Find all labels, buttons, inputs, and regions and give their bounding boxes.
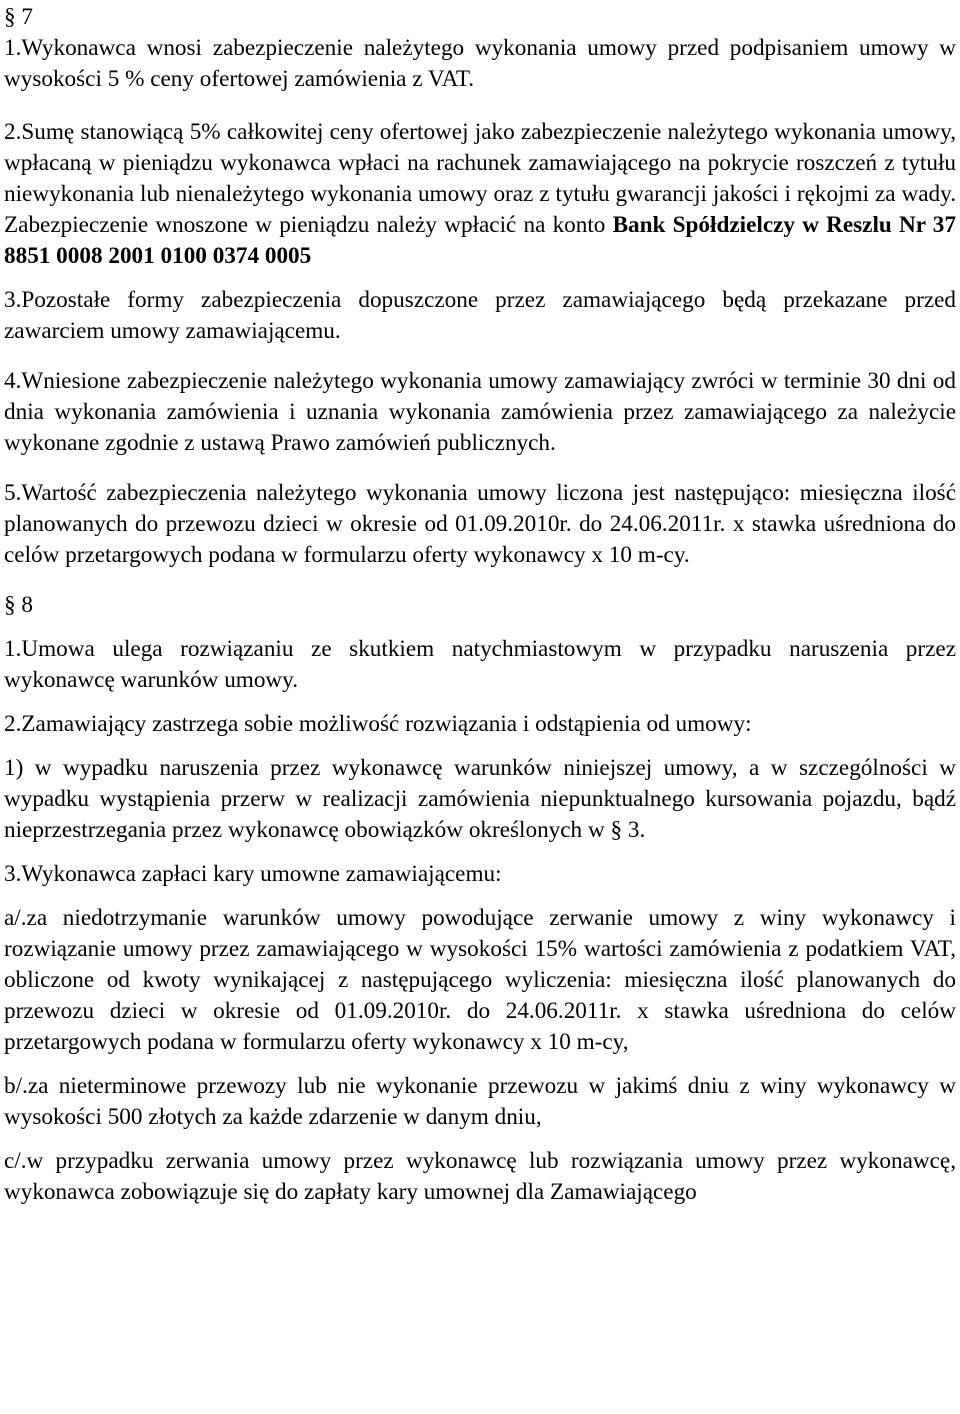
bank-account: Bank Spółdzielczy w Reszlu Nr 37 8851 0008 2001 0100 0374 0005 — [4, 212, 956, 269]
section-7-paragraph-4: 4.Wniesione zabezpieczenie należytego wykonania umowy zamawiający zwróci w terminie 30 dni od dnia wykonania zamówienia i uznania wykonania zamówienia przez zamawiającego za należycie wykonane zgodnie z ustawą Prawo zamówień publicznych. — [4, 368, 956, 456]
section-7-paragraph-3: 3.Pozostałe formy zabezpieczenia dopuszczone przez zamawiającego będą przekazane przed zawarciem umowy zamawiającemu. — [4, 287, 956, 344]
section-8-paragraph-3: 3.Wykonawca zapłaci kary umowne zamawiającemu: — [4, 861, 502, 887]
penalty-item-c: c/.w przypadku zerwania umowy przez wykonawcę lub rozwiązania umowy przez wykonawcę, wykonawca zobowiązuje się do zapłaty kary umownej dla Zamawiającego — [4, 1148, 956, 1205]
section-8-paragraph-2-item-1: 1) w wypadku naruszenia przez wykonawcę warunków niniejszej umowy, a w szczególności w wypadku wystąpienia przerw w realizacji zamówienia niepunktualnego kursowania pojazdu, bądź nieprzestrzegania przez wykonawcę obowiązków określonych w § 3. — [4, 755, 956, 843]
section-8-paragraph-2: 2.Zamawiający zastrzega sobie możliwość rozwiązania i odstąpienia od umowy: — [4, 711, 752, 737]
section-7-paragraph-2-text: 2.Sumę stanowiącą 5% całkowitej ceny ofertowej jako zabezpieczenie należytego wykonania umowy, wpłacaną w pieniądzu wykonawca wpłaci na rachunek zamawiającego na pokrycie roszczeń z tytułu niewykonania lub nienależytego wykonania umowy oraz z tytułu gwarancji jakości i rękojmi za wady. Zabezpieczenie wnoszone w pieniądzu należy wpłacić na konto — [4, 119, 956, 238]
document-page — [4, 2, 956, 1208]
section-8-heading: § 8 — [4, 592, 33, 618]
section-7-paragraph-2 — [4, 117, 956, 272]
penalty-item-a: a/.za niedotrzymanie warunków umowy powodujące zerwanie umowy z winy wykonawcy i rozwiązanie umowy przez zamawiającego w wysokości 15% wartości zamówienia z podatkiem VAT, obliczone od kwoty wynikającej z następującego wyliczenia: miesięczna ilość planowanych do przewozu dzieci w okresie od 01.09.2010r. do 24.06.2011r. x stawka uśredniona do celów przetargowych podana w formularzu oferty wykonawcy x 10 m-cy, — [4, 905, 956, 1055]
section-8-paragraph-1: 1.Umowa ulega rozwiązaniu ze skutkiem natychmiastowym w przypadku naruszenia przez wykonawcę warunków umowy. — [4, 636, 956, 693]
section-7-paragraph-1: 1.Wykonawca wnosi zabezpieczenie należytego wykonania umowy przed podpisaniem umowy w wysokości 5 % ceny ofertowej zamówienia z VAT. — [4, 35, 956, 92]
section-7-paragraph-5: 5.Wartość zabezpieczenia należytego wykonania umowy liczona jest następująco: miesięczna ilość planowanych do przewozu dzieci w okresie od 01.09.2010r. do 24.06.2011r. x stawka uśredniona do celów przetargowych podana w formularzu oferty wykonawcy x 10 m-cy. — [4, 480, 956, 568]
section-7-heading: § 7 — [4, 4, 33, 30]
penalty-item-b: b/.za nieterminowe przewozy lub nie wykonanie przewozu w jakimś dniu z winy wykonawcy w wysokości 500 złotych za każde zdarzenie w danym dniu, — [4, 1073, 956, 1130]
